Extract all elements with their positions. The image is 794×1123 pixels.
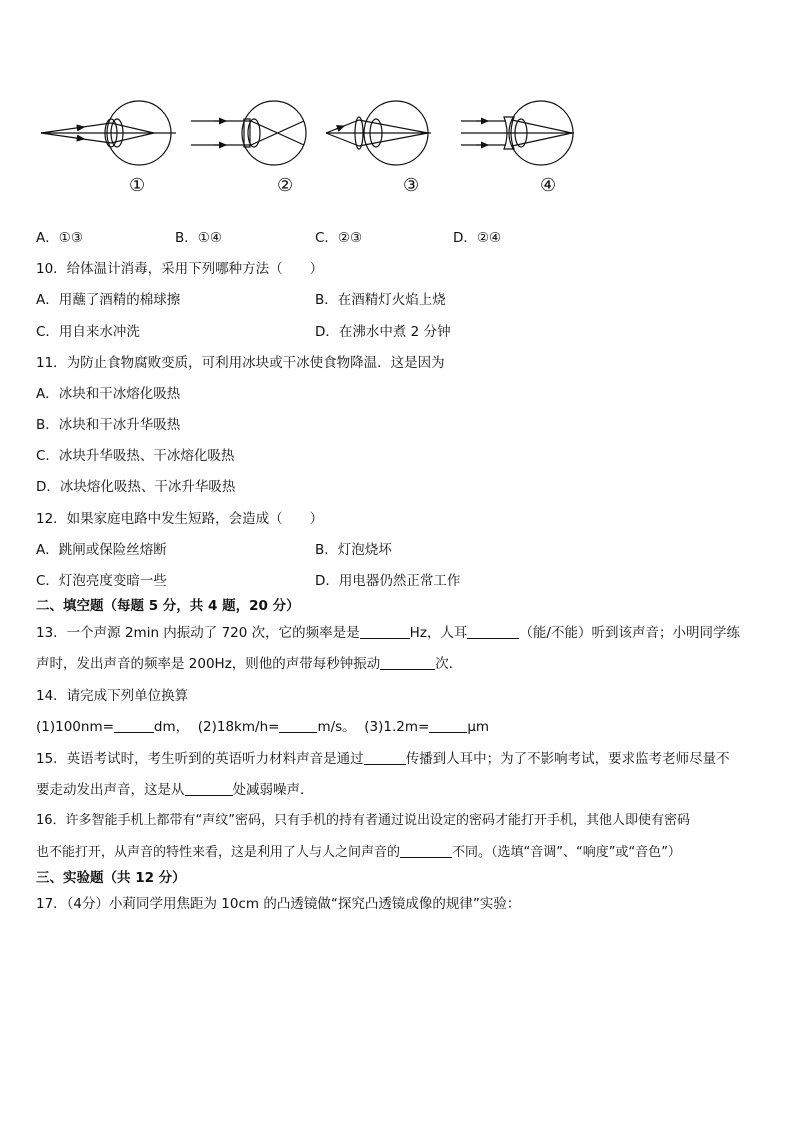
- q10-option-a: A．用蘸了酒精的棉球擦: [36, 292, 181, 308]
- q12-option-a: A．跳闸或保险丝熔断: [36, 542, 167, 558]
- q16-text-1: 也不能打开，从声音的特性来看，这是利用了人与人之间声音的: [36, 845, 401, 860]
- figure-label-3: ③: [403, 175, 420, 196]
- q12-stem: 12．如果家庭电路中发生短路，会造成（ ）: [36, 511, 324, 527]
- q10-option-b: B．在酒精灯火焰上烧: [315, 292, 446, 308]
- q14-stem: 14．请完成下列单位换算: [36, 688, 189, 704]
- q12-option-c: C．灯泡亮度变暗一些: [36, 573, 167, 589]
- q10-stem: 10．给体温计消毒，采用下列哪种方法（ ）: [36, 261, 324, 277]
- q11-option-c: C．冰块升华吸热、干冰熔化吸热: [36, 448, 235, 464]
- q13-blank-1[interactable]: [360, 624, 410, 639]
- q9-option-a: A．①③: [36, 230, 83, 246]
- figure-label-1: ①: [129, 175, 146, 196]
- q16-line-2: [36, 843, 681, 863]
- q13-line-2: [36, 654, 462, 674]
- q11-option-d: D．冰块熔化吸热、干冰升华吸热: [36, 479, 236, 495]
- figure-label-2: ②: [277, 175, 294, 196]
- eye-3: [326, 101, 431, 165]
- q14-blank-b[interactable]: [279, 718, 317, 733]
- q15-text-2: 传播到人耳中；为了不影响考试，要求监考老师尽量不: [405, 751, 730, 767]
- q16-line-1: 16．许多智能手机上都带有“声纹”密码，只有手机的持有者通过说出设定的密码才能打开手机，其他人即使有密码: [36, 813, 691, 828]
- q10-option-d: D．在沸水中煮 2 分钟: [315, 324, 451, 340]
- q13-text-3: （能/不能）听到该声音；小明同学练: [519, 625, 740, 641]
- eye-diagrams: [36, 95, 596, 205]
- q15-blank-1[interactable]: [364, 750, 406, 765]
- q14-c: (3)1.2m=: [364, 719, 430, 735]
- section-2-heading: 二、填空题（每题 5 分，共 4 题，20 分）: [36, 598, 300, 614]
- q13-text-4: 声时，发出声音的频率是 200Hz，则他的声带每秒钟振动: [36, 656, 381, 672]
- q15-line-1: [36, 749, 730, 769]
- q12-option-b: B．灯泡烧坏: [315, 542, 392, 558]
- section-3-heading: 三、实验题（共 12 分）: [36, 870, 186, 886]
- eye-1: [41, 101, 176, 165]
- q9-option-d: D．②④: [453, 230, 502, 246]
- eye-diagram-figure: [36, 95, 596, 205]
- q13-text-5: 次．: [435, 656, 463, 672]
- q12-option-d: D．用电器仍然正常工作: [315, 573, 461, 589]
- q13-line-1: [36, 623, 740, 643]
- q15-text-1: 15．英语考试时，考生听到的英语听力材料声音是通过: [36, 751, 364, 767]
- q15-text-4: 处减弱噪声．: [232, 782, 314, 798]
- q13-blank-3[interactable]: [380, 655, 435, 670]
- q11-option-a: A．冰块和干冰熔化吸热: [36, 386, 181, 402]
- q14-b-unit: m/s。: [317, 719, 356, 735]
- q14-b: (2)18km/h=: [197, 719, 280, 735]
- q14-a-unit: dm，: [153, 719, 190, 735]
- q14-c-unit: μm: [467, 719, 490, 735]
- q9-option-c: C．②③: [315, 230, 363, 246]
- q14-blank-c[interactable]: [429, 718, 467, 733]
- q11-stem: 11．为防止食物腐败变质，可利用冰块或干冰使食物降温．这是因为: [36, 355, 445, 371]
- eye-2: [191, 101, 306, 165]
- q16-text-2: 不同。（选填“音调”、“响度”或“音色”）: [452, 845, 681, 860]
- q14-blank-a[interactable]: [114, 718, 154, 733]
- figure-label-4: ④: [540, 175, 557, 196]
- eye-4: [461, 101, 574, 165]
- q14-a: (1)100nm=: [36, 719, 114, 735]
- q10-option-c: C．用自来水冲洗: [36, 324, 140, 340]
- q17-stem: 17．（4分）小莉同学用焦距为 10cm 的凸透镜做“探究凸透镜成像的规律”实验：: [36, 896, 521, 912]
- q15-text-3: 要走动发出声音，这是从: [36, 782, 185, 798]
- q14-conversions: [36, 717, 489, 737]
- q13-text-2: Hz，人耳: [409, 625, 468, 641]
- q15-line-2: [36, 780, 314, 800]
- q15-blank-2[interactable]: [185, 781, 233, 796]
- q16-blank[interactable]: [400, 843, 452, 858]
- q13-text-1: 13．一个声源 2min 内振动了 720 次，它的频率是是: [36, 625, 360, 641]
- q11-option-b: B．冰块和干冰升华吸热: [36, 417, 181, 433]
- q9-option-b: B．①④: [175, 230, 222, 246]
- q13-blank-2[interactable]: [467, 624, 519, 639]
